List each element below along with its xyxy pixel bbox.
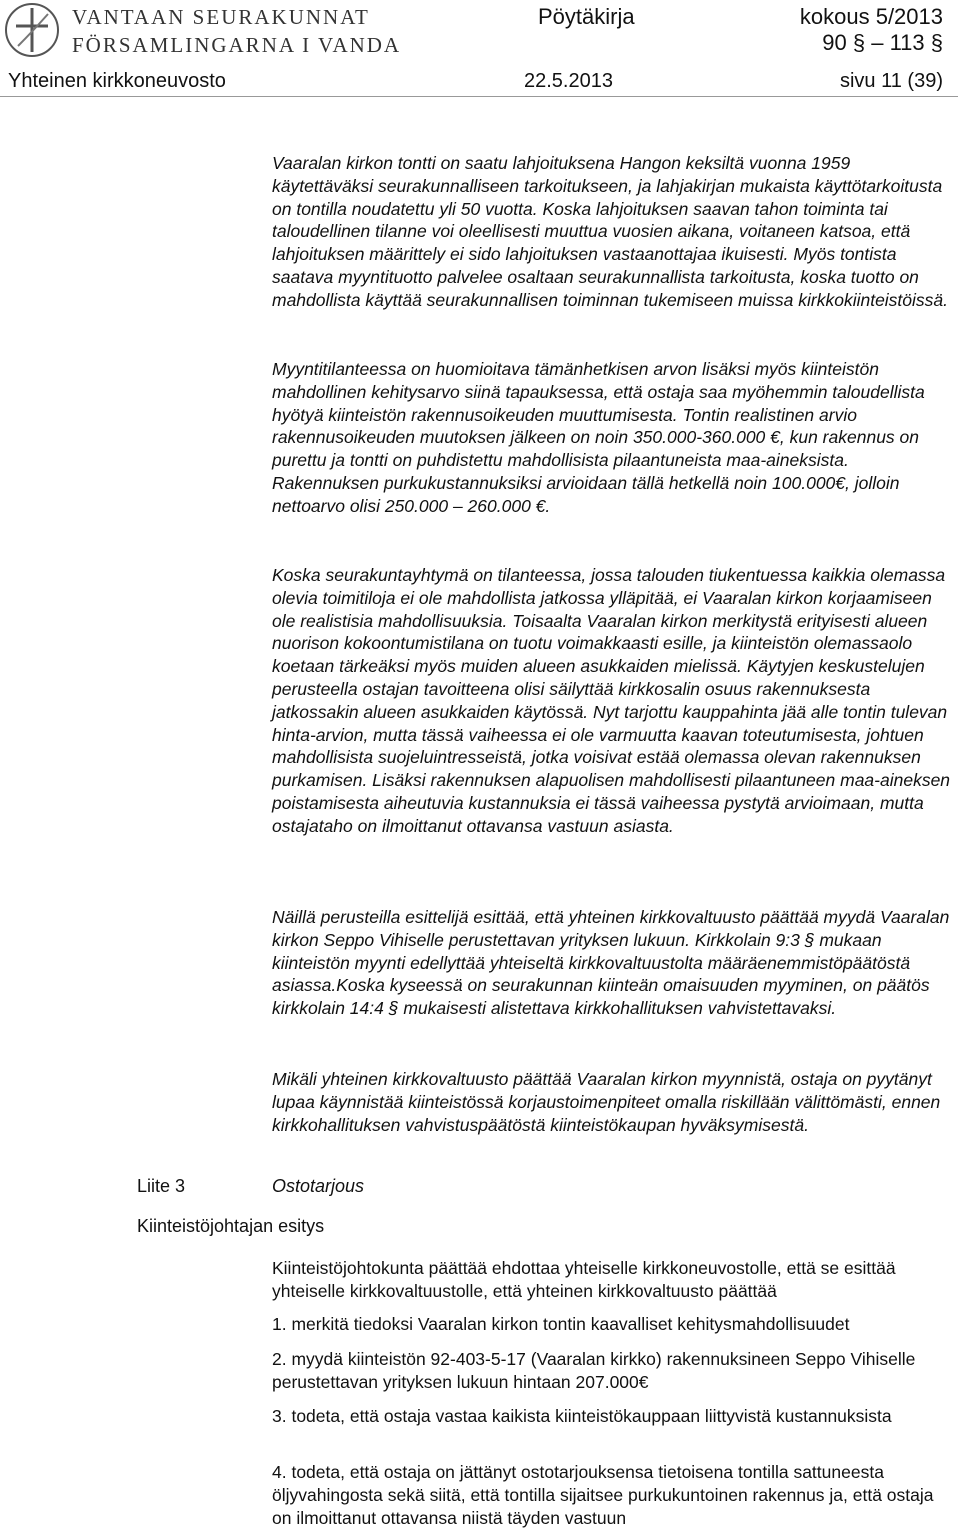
proposal-item: 3. todeta, että ostaja vastaa kaikista kiinteistökauppaan liittyvistä kustannuksista	[272, 1406, 892, 1426]
governing-body: Yhteinen kirkkoneuvosto	[8, 70, 226, 92]
attachment-label: Liite 3	[137, 1176, 186, 1196]
paragraph-valuation: Myyntitilanteessa on huomioitava tämänhetkisen arvon lisäksi myös kiinteistön mahdollinen kehitysarvo siinä tapauksessa, että ostaja saa myöhemmin taloudellista hyötyä kiinteistön rakennusoikeuden muuttumisesta. Tontin realistinen arvio rakennusoikeuden muutoksen jälkeen on noin 350.000-360.000 €, kun rakennus on purettu ja tontti on puhdistettu mahdollisista pilaantuneista maa-aineksista. Rakennuksen purkukustannuksiksi arvioidaan tällä hetkellä noin 100.000€, jolloin nettoarvo olisi 250.000 – 260.000 €.	[272, 359, 925, 516]
proposal-intro: Kiinteistöjohtokunta päättää ehdottaa yhteiselle kirkkoneuvostolle, että se esittää yhteiselle kirkkovaltuustolle, että yhteinen kirkkovaltuusto päättää	[272, 1258, 896, 1301]
page-number: sivu 11 (39)	[839, 70, 943, 92]
page-header	[0, 0, 960, 100]
meeting-number: kokous 5/2013	[799, 4, 943, 29]
paragraph-repair-permission: Mikäli yhteinen kirkkovaltuusto päättää Vaaralan kirkon myynnistä, ostaja on pyytänyt lupaa käynnistää kiinteistössä korjaustoimenpiteet omalla riskillään välittömästi, ennen kirkkohallituksen vahvistuspäätöstä kiinteistökaupan hyväksymisestä.	[272, 1069, 941, 1135]
proposal-item: 1. merkitä tiedoksi Vaaralan kirkon tontin kaavalliset kehitysmahdollisuudet	[272, 1314, 850, 1334]
meeting-date: 22.5.2013	[524, 70, 613, 92]
document-type: Pöytäkirja	[538, 4, 635, 29]
paragraph-presenter-proposal: Näillä perusteilla esittelijä esittää, että yhteinen kirkkovaltuusto päättää myydä Vaaralan kirkon Seppo Vihiselle perustettavan yrityksen lukuun. Kirkkolain 9:3 § mukaan kiinteistön myynti edellyttää yhteiseltä kirkkovaltuustolta määräenemmistöpäätöstä asiassa.Koska kyseessä on seurakunnan kiinteän omaisuuden myyminen, on päätös kirkkolain 14:4 § mukaisesti alistettava kirkkohallituksen vahvistettavaksi.	[272, 907, 950, 1019]
proposal-item: 2. myydä kiinteistön 92-403-5-17 (Vaaralan kirkko) rakennuksineen Seppo Vihiselle perustettavan yrityksen lukuun hintaan 207.000€	[272, 1349, 916, 1392]
paragraph-rationale: Koska seurakuntayhtymä on tilanteessa, jossa talouden tiukentuessa kaikkia olemassa olevia toimitiloja ei ole mahdollista jatkossa ylläpitää, ei Vaaralan kirkon korjaamiseen ole realistisia mahdollisuuksia. Toisaalta Vaaralan kirkon merkitystä erityisesti alueen nuorison kokoontumistilana on tuotu voimakkaasti esille, ja kiinteistön olemassaolo koetaan tärkeäksi myös muiden alueen asukkaiden mielissä. Käytyjen keskustelujen perusteella ostajan tavoitteena olisi säilyttää kirkkosalin osuus rakennuksesta jatkossakin alueen asukkaiden käytössä. Nyt tarjottu kauppahinta jää alle tontin tulevan hinta-arvion, mutta tässä vaiheessa ei ole varmuutta kaavan toteutumisesta, johtuen mahdollisista suojeluintresseistä, jotka voisivat estää olemassa olevan rakennuksen purkamisen. Lisäksi rakennuksen alapuolisen mahdollisesti pilaantuneen maa-aineksen poistamisesta aiheutuvia kustannuksia ei tässä vaiheessa pystytä arvioimaan, mutta ostajataho on ilmoittanut ottavansa vastuun asiasta.	[272, 565, 951, 836]
org-name-swedish: FÖRSAMLINGARNA I VANDA	[72, 33, 402, 57]
parish-cross-logo-icon	[4, 2, 60, 58]
org-name-finnish: VANTAAN SEURAKUNNAT	[72, 5, 370, 29]
header-divider	[0, 96, 958, 97]
proposal-heading: Kiinteistöjohtajan esitys	[137, 1216, 325, 1236]
attachment-title: Ostotarjous	[272, 1176, 365, 1196]
proposal-item: 4. todeta, että ostaja on jättänyt ostotarjouksensa tietoisena tontilla sattuneesta öljyvahingosta sekä siitä, että tontilla sijaitsee purkukuntoinen rakennus ja, että ostaja on ilmoittanut ottavansa niistä täyden vastuun	[272, 1462, 934, 1528]
paragraph-donation: Vaaralan kirkon tontti on saatu lahjoituksena Hangon keksiltä vuonna 1959 käytettäväksi seurakunnalliseen tarkoitukseen, ja lahjakirjan mukaista käyttötarkoitusta on tontilla noudatettu yli 50 vuotta. Koska lahjoituksen saavan tahon toiminta tai taloudellinen tilanne voi oleellisesti muuttua vuosien aikana, voitaneen katsoa, että lahjoituksen määrittely ei sido lahjoituksen vastaanottajaa ikuisesti. Myös tontista saatava myyntituotto palvelee osaltaan seurakunnallista tarkoitusta, koska tuotto on mahdollista käyttää seurakunnallisen toiminnan tukemiseen muissa kirkkokiinteistöissä.	[272, 153, 949, 310]
section-range: 90 § – 113 §	[822, 30, 943, 55]
